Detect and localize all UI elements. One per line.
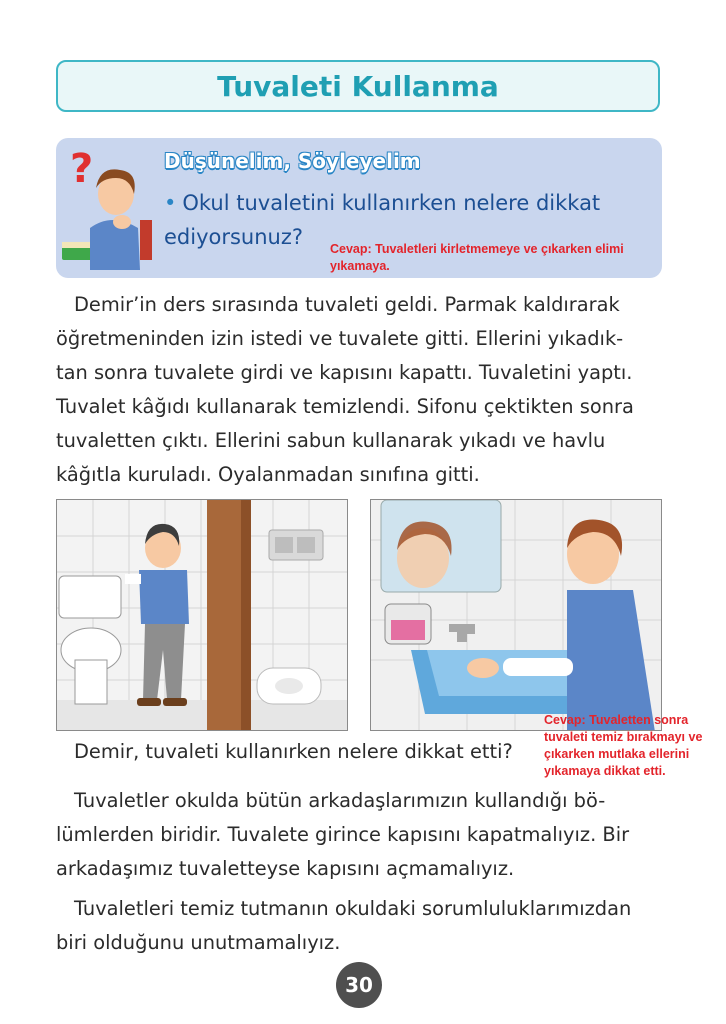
story-line: Demir’in ders sırasında tuvaleti geldi. Parmak kaldırarak [74, 293, 620, 316]
rules-line: arkadaşımız tuvaletteyse kapısını açmamalıyız. [56, 857, 515, 880]
think-answer [330, 241, 652, 275]
story-paragraph [56, 288, 664, 492]
rules-paragraph [56, 784, 664, 886]
answer-line: çıkarken mutlaka ellerini [544, 747, 690, 761]
story-line: kâğıtla kuruladı. Oyalanmadan sınıfına gitti. [56, 463, 480, 486]
think-question-line-2: ediyorsunuz? [164, 225, 304, 249]
responsibility-paragraph [56, 892, 664, 960]
question-two: Demir, tuvaleti kullanırken nelere dikkat etti? [74, 740, 513, 763]
lesson-title-box [56, 60, 660, 112]
responsibility-line: Tuvaletleri temiz tutmanın okuldaki sorumluluklarımızdan [74, 897, 632, 920]
toilet-illustration [56, 499, 348, 731]
story-line: tuvaletten çıktı. Ellerini sabun kullanarak yıkadı ve havlu [56, 429, 606, 452]
story-line: öğretmeninden izin istedi ve tuvalete gitti. Ellerini yıkadık- [56, 327, 624, 350]
answer-line: tuvaleti temiz bırakmayı ve [544, 730, 703, 744]
rules-line: Tuvaletler okulda bütün arkadaşlarımızın kullandığı bö- [74, 789, 606, 812]
question-two-answer [544, 712, 726, 780]
answer-line: Cevap: Tuvaletten sonra [544, 713, 689, 727]
think-answer-line-1: Cevap: Tuvaletleri kirletmemeye ve çıkarken elimi [330, 242, 624, 256]
story-line: Tuvalet kâğıdı kullanarak temizlendi. Sifonu çektikten sonra [56, 395, 634, 418]
answer-line: yıkamaya dikkat etti. [544, 764, 666, 778]
page-number-badge: 30 [336, 962, 382, 1008]
story-line: tan sonra tuvalete girdi ve kapısını kapattı. Tuvaletini yaptı. [56, 361, 633, 384]
think-heading: Düşünelim, Söyleyelim [164, 149, 421, 173]
responsibility-line: biri olduğunu unutmamalıyız. [56, 931, 341, 954]
rules-line: lümlerden biridir. Tuvalete girince kapısını kapatmalıyız. Bir [56, 823, 630, 846]
thinking-boy-illustration [60, 142, 156, 270]
handwashing-illustration [370, 499, 662, 731]
lesson-title: Tuvaleti Kullanma [217, 69, 499, 103]
think-question-line-1: • Okul tuvaletini kullanırken nelere dikkat [164, 191, 601, 215]
bullet-icon: • [164, 191, 177, 215]
question-mark-icon: ? [70, 146, 94, 192]
think-answer-line-2: yıkamaya. [330, 259, 390, 273]
